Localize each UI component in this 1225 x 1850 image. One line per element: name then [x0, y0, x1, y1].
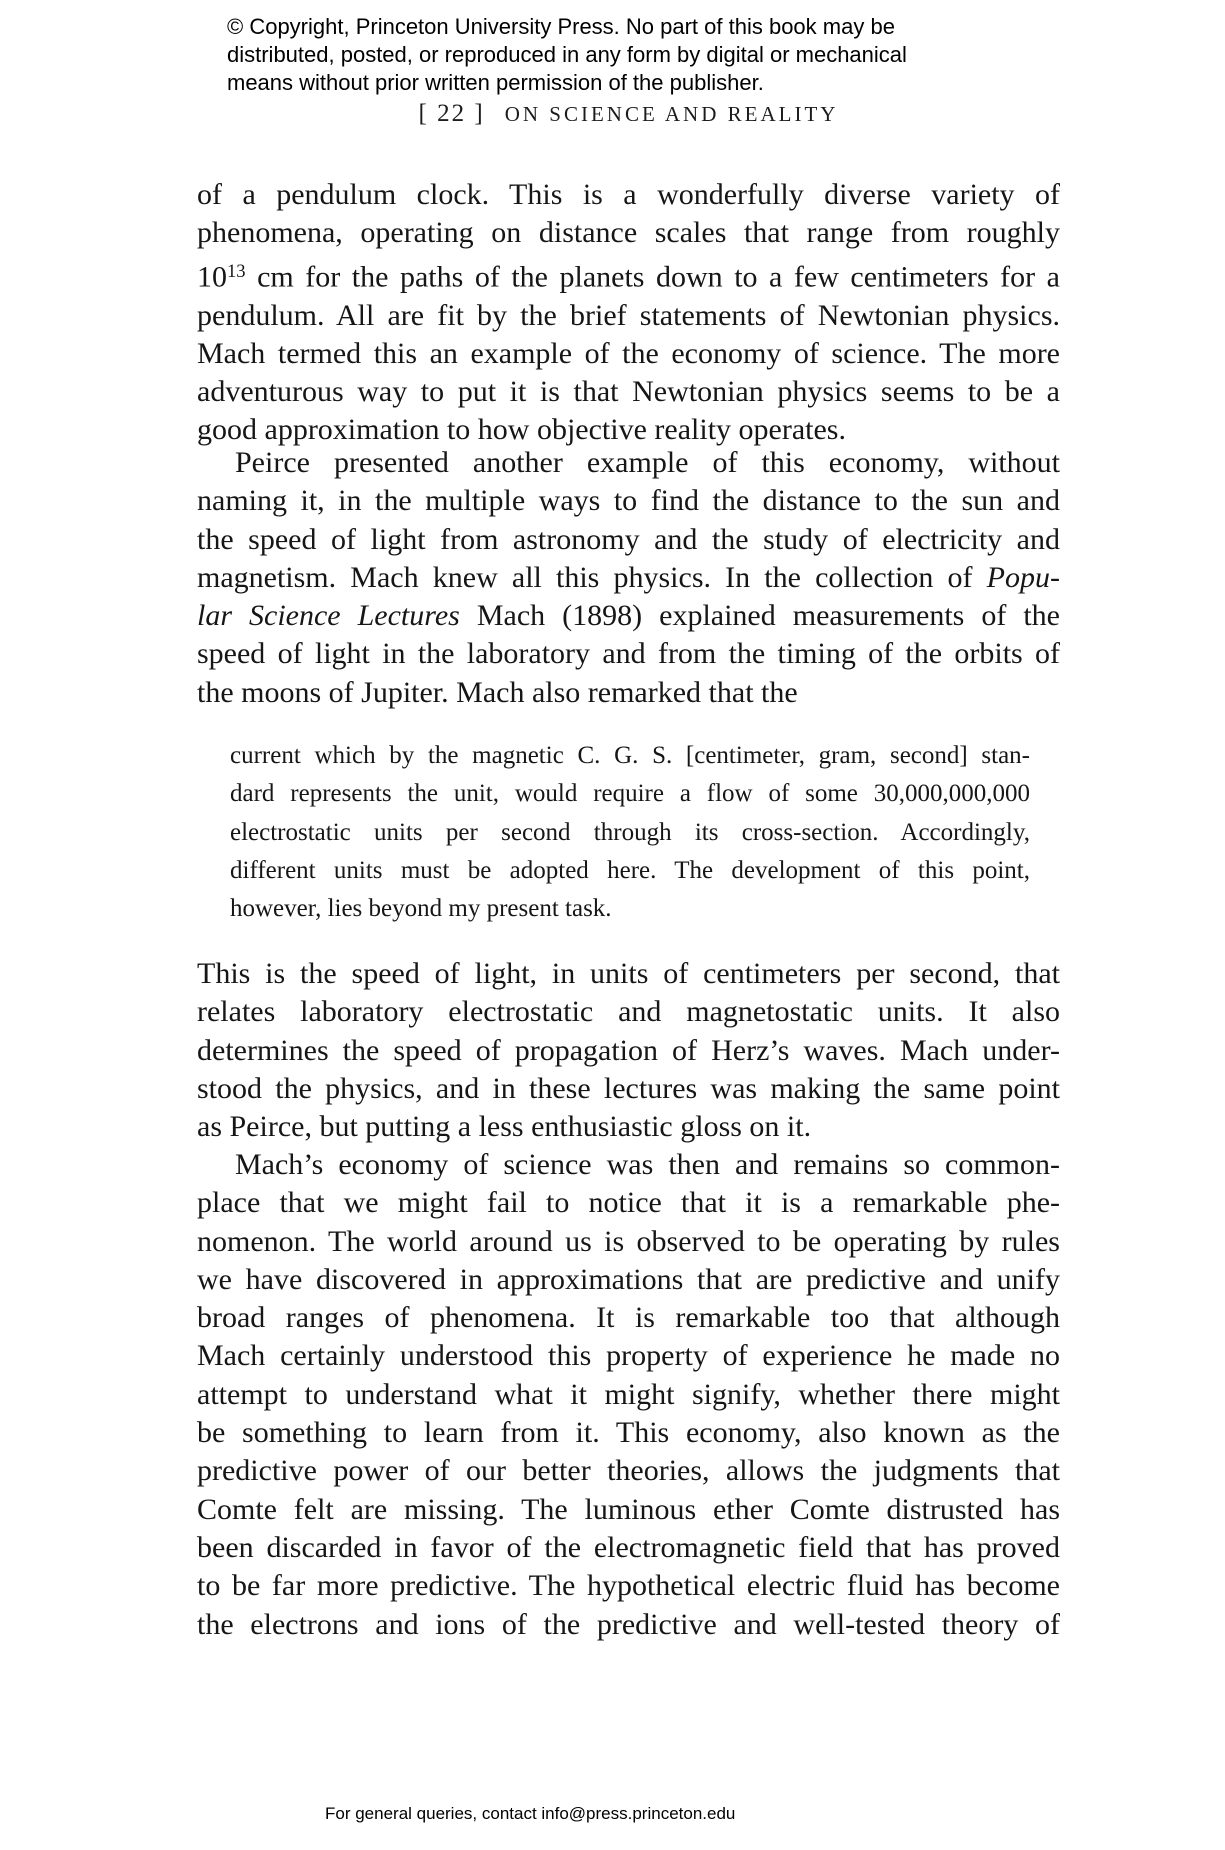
text-line: broad ranges of phenomena. It is remarkable too that although — [197, 1301, 1060, 1335]
footer-contact: For general queries, contact info@press.princeton.edu — [325, 1804, 736, 1823]
text-line: Mach certainly understood this property of experience he made no — [197, 1339, 1060, 1373]
copyright-line: distributed, posted, or reproduced in any form by digital or mechanical — [227, 42, 907, 67]
text-line: Mach termed this an example of the economy of science. The more — [197, 336, 1060, 370]
quote-line: different units must be adopted here. The development of this point, — [230, 856, 1030, 884]
text-line: attempt to understand what it might signify, whether there might — [197, 1377, 1060, 1411]
block-quote — [230, 737, 1030, 928]
text-line: been discarded in favor of the electromagnetic field that has proved — [197, 1530, 1060, 1564]
quote-line: electrostatic units per second through its cross-section. Accordingly, — [230, 818, 1030, 846]
text-line: predictive power of our better theories, allows the judgments that — [197, 1454, 1060, 1488]
text-line: the electrons and ions of the predictive and well-tested theory of — [197, 1607, 1060, 1641]
text-line: nomenon. The world around us is observed to be operating by rules — [197, 1224, 1060, 1258]
text-line: be something to learn from it. This economy, also known as the — [197, 1416, 1060, 1450]
text-line: stood the physics, and in these lectures was making the same point — [197, 1071, 1060, 1105]
text-line: pendulum. All are fit by the brief statements of Newtonian physics. — [197, 298, 1060, 332]
copyright-line: © Copyright, Princeton University Press. No part of this book may be — [227, 14, 895, 39]
text-line: place that we might fail to notice that it is a remarkable phe- — [197, 1186, 1060, 1220]
text-line: naming it, in the multiple ways to find the distance to the sun and — [197, 484, 1060, 518]
text-line: the speed of light from astronomy and the study of electricity and — [197, 522, 1060, 556]
text-line: of a pendulum clock. This is a wonderfully diverse variety of — [197, 178, 1060, 211]
running-title: ON SCIENCE AND REALITY — [504, 102, 839, 126]
text-line: we have discovered in approximations that are predictive and unify — [197, 1262, 1060, 1296]
text-line: $10^{13}$ cm for the paths of the planets down to a few centimeters for a — [197, 260, 1060, 294]
paragraph — [197, 955, 1060, 1146]
paragraph — [197, 176, 1060, 450]
text-line: speed of light in the laboratory and from the timing of the orbits of — [197, 637, 1060, 671]
text-line: adventurous way to put it is that Newtonian physics seems to be a — [197, 375, 1060, 409]
text-line: the moons of Jupiter. Mach also remarked that the — [197, 675, 798, 709]
running-header — [197, 100, 1060, 128]
quote-line: current which by the magnetic C. G. S. [centimeter, gram, second] stan- — [230, 742, 1030, 769]
text-line: lar Science Lectures Mach (1898) explained measurements of the — [197, 599, 1061, 633]
text-line: Comte felt are missing. The luminous ether Comte distrusted has — [197, 1492, 1060, 1526]
text-line: as Peirce, but putting a less enthusiastic gloss on it. — [197, 1110, 812, 1144]
paragraph — [197, 1146, 1060, 1644]
text-line: Peirce presented another example of this economy, without — [235, 446, 1060, 479]
text-line: Mach’s economy of science was then and remains so common- — [235, 1148, 1060, 1181]
quote-line: however, lies beyond my present task. — [230, 895, 612, 923]
text-line: good approximation to how objective reality operates. — [197, 413, 846, 447]
paragraph — [197, 444, 1060, 712]
copyright-notice — [227, 13, 907, 97]
text-line: This is the speed of light, in units of centimeters per second, that — [197, 957, 1060, 990]
text-line: determines the speed of propagation of Herz’s waves. Mach under- — [197, 1033, 1060, 1067]
copyright-line: means without prior written permission of the publisher. — [227, 70, 764, 95]
quote-line: dard represents the unit, would require a flow of some 30,000,000,000 — [230, 780, 1030, 808]
text-line: to be far more predictive. The hypothetical electric fluid has become — [197, 1569, 1060, 1603]
text-line: magnetism. Mach knew all this physics. In the collection of Popu- — [197, 560, 1060, 594]
page-number: [ 22 ] — [418, 100, 485, 127]
text-line: relates laboratory electrostatic and magnetostatic units. It also — [197, 995, 1060, 1029]
text-line: phenomena, operating on distance scales that range from roughly — [197, 216, 1060, 250]
